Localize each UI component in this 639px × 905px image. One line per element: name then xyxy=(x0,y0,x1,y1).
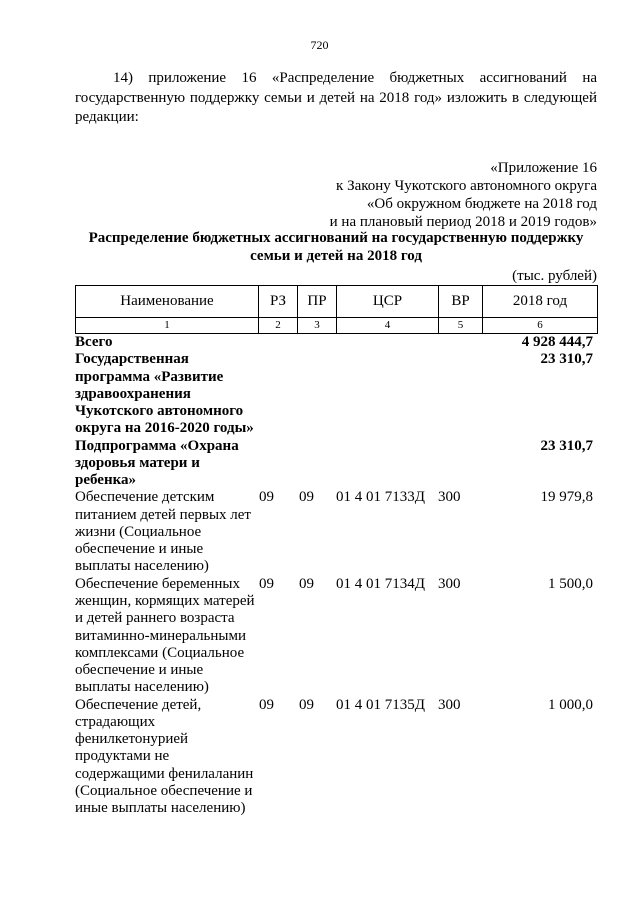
header-row xyxy=(76,286,598,318)
table-row-total xyxy=(75,334,597,351)
row-vr: 300 xyxy=(438,575,461,592)
table-row xyxy=(75,489,597,575)
row-name: Обеспечение беременных женщин, кормящих матерей и детей раннего возраста витаминно-минеральными комплексами (Социальное обеспечение и иные выплаты населению) xyxy=(75,575,255,696)
table-header xyxy=(75,285,598,334)
row-vr: 300 xyxy=(438,489,461,506)
row-pr xyxy=(297,351,336,437)
row-amount: 19 979,8 xyxy=(540,489,593,506)
row-rz: 09 xyxy=(259,489,274,506)
table-body xyxy=(75,334,597,817)
intro-line: государственную поддержку семьи и детей на 2018 год» изложить в следующей xyxy=(75,89,597,106)
row-csr xyxy=(336,334,438,351)
row-csr xyxy=(336,438,438,490)
row-csr xyxy=(336,351,438,437)
title-line: семьи и детей на 2018 год xyxy=(250,247,422,264)
intro-paragraph xyxy=(75,69,597,128)
column-header-pr: ПР xyxy=(298,286,337,318)
row-pr: 09 xyxy=(299,575,314,592)
row-amount: 1 500,0 xyxy=(548,575,593,592)
row-name: Всего xyxy=(75,334,113,350)
units-label: (тыс. рублей) xyxy=(512,268,597,284)
row-csr: 01 4 01 7133Д xyxy=(336,489,425,506)
row-pr xyxy=(297,334,336,351)
row-pr: 09 xyxy=(299,696,314,713)
row-name: Государственная программа «Развитие здравоохранения Чукотского автономного округа на 2016-2020 годы» xyxy=(75,351,254,437)
row-pr xyxy=(297,438,336,490)
column-header-name: Наименование xyxy=(76,286,259,318)
column-number: 6 xyxy=(483,318,598,334)
row-csr: 01 4 01 7135Д xyxy=(336,696,425,713)
table-row-subprogram xyxy=(75,438,597,490)
intro-line: 14) приложение 16 «Распределение бюджетных ассигнований на xyxy=(113,70,597,86)
row-amount: 23 310,7 xyxy=(540,437,593,454)
row-rz xyxy=(258,351,297,437)
column-header-csr: ЦСР xyxy=(337,286,439,318)
column-header-rz: РЗ xyxy=(259,286,298,318)
row-name: Обеспечение детей, страдающих фенилкетонурией продуктами не содержащими фенилаланин (Социальное обеспечение и иные выплаты населению) xyxy=(75,696,254,817)
appendix-header xyxy=(75,159,597,231)
row-vr: 300 xyxy=(438,696,461,713)
row-rz xyxy=(258,438,297,490)
row-pr: 09 xyxy=(299,489,314,506)
appendix-header-line: к Закону Чукотского автономного округа xyxy=(336,178,597,194)
row-amount: 23 310,7 xyxy=(540,351,593,368)
column-number-row xyxy=(76,318,598,334)
table-row xyxy=(75,697,597,818)
row-vr xyxy=(438,438,482,490)
intro-line: редакции: xyxy=(75,109,139,125)
appendix-header-line: «Об окружном бюджете на 2018 год xyxy=(366,196,597,212)
row-amount: 4 928 444,7 xyxy=(521,334,593,350)
appendix-header-line: «Приложение 16 xyxy=(490,160,597,176)
row-amount: 1 000,0 xyxy=(548,696,593,713)
row-vr xyxy=(438,351,482,437)
row-rz xyxy=(258,334,297,351)
column-header-vr: ВР xyxy=(439,286,483,318)
table-row-program xyxy=(75,351,597,437)
column-number: 1 xyxy=(76,318,259,334)
column-number: 5 xyxy=(439,318,483,334)
row-vr xyxy=(438,334,482,351)
row-name: Подпрограмма «Охрана здоровья матери и ребенка» xyxy=(75,437,239,489)
column-header-year: 2018 год xyxy=(483,286,598,318)
column-number: 4 xyxy=(337,318,439,334)
column-number: 2 xyxy=(259,318,298,334)
column-number: 3 xyxy=(298,318,337,334)
row-csr: 01 4 01 7134Д xyxy=(336,575,425,592)
appendix-header-line: и на плановый период 2018 и 2019 годов» xyxy=(329,214,597,230)
table-row xyxy=(75,576,597,697)
row-rz: 09 xyxy=(259,696,274,713)
document-title xyxy=(60,230,612,265)
row-name: Обеспечение детским питанием детей первых лет жизни (Социальное обеспечение и иные выплаты населению) xyxy=(75,489,251,575)
row-rz: 09 xyxy=(259,575,274,592)
title-line: Распределение бюджетных ассигнований на государственную поддержку xyxy=(88,230,584,246)
page-number: 720 xyxy=(310,38,329,52)
